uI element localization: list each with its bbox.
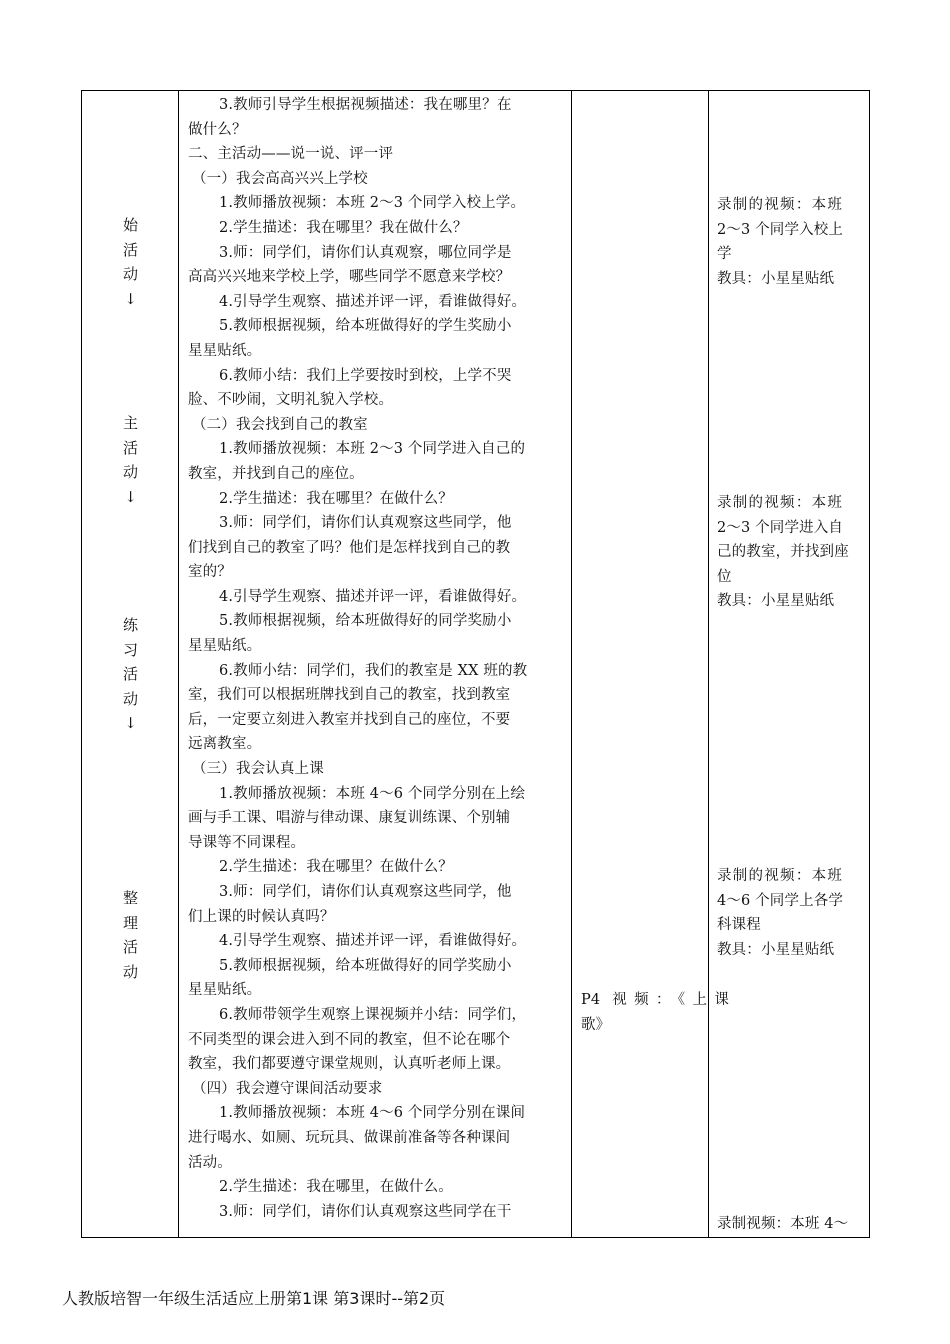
resource-note [717, 491, 849, 614]
content-lines [188, 93, 566, 1224]
content-line: 脸、不吵闹，文明礼貌入学校。 [188, 392, 394, 409]
stage-label-practice: 练 习 活 动 ↓ [122, 616, 138, 732]
content-line: 高高兴兴地来学校上学，哪些同学不愿意来学校？ [188, 269, 511, 286]
resource-column [709, 91, 869, 1237]
content-line: 2.学生描述：我在哪里？我在做什么？ [219, 219, 468, 236]
content-line: 二、主活动——说一说、评一评 [188, 146, 394, 163]
resource-line: 2～3 个同学入校上 [717, 221, 844, 238]
page-note [581, 988, 729, 1037]
content-line: 画与手工课、唱游与律动课、康复训练课、个别辅 [188, 810, 511, 827]
content-line: 4.引导学生观察、描述并评一评，看谁做得好。 [219, 293, 527, 310]
resource-line: 录制的视频：本班 [717, 868, 842, 884]
content-line: 1.教师播放视频：本班 4～6 个同学分别在课间 [219, 1105, 526, 1122]
content-line: 1.教师播放视频：本班 2～3 个同学入校上学。 [219, 195, 526, 212]
content-line: 1.教师播放视频：本班 4～6 个同学分别在上绘 [219, 785, 526, 802]
resource-line: 己的教室，并找到座 [717, 544, 849, 560]
page-note-column [572, 91, 729, 1237]
content-line: 4.引导学生观察、描述并评一评，看谁做得好。 [219, 933, 527, 950]
content-line: 4.引导学生观察、描述并评一评，看谁做得好。 [219, 588, 527, 605]
content-line: 5.教师根据视频，给本班做得好的同学奖励小 [219, 957, 512, 974]
resource-note [717, 1212, 849, 1237]
content-line: 星星贴纸。 [188, 982, 262, 999]
content-line: 不同类型的课会进入到不同的教室，但不论在哪个 [188, 1031, 511, 1048]
resource-line: 学 [717, 246, 732, 262]
content-line: 导课等不同课程。 [188, 834, 306, 851]
resource-note [717, 193, 842, 291]
resource-line: 教具：小星星贴纸 [717, 593, 835, 609]
content-line: 5.教师根据视频，给本班做得好的学生奖励小 [219, 318, 512, 335]
content-line: 星星贴纸。 [188, 638, 262, 655]
content-line: 2.学生描述：我在哪里？在做什么？ [219, 859, 453, 876]
content-line: （四）我会遵守课间活动要求 [192, 1080, 383, 1097]
resource-line: 录制的视频：本班 [717, 197, 842, 213]
stage-label-main: 主 活 动 ↓ [122, 414, 138, 506]
content-line: 5.教师根据视频，给本班做得好的同学奖励小 [219, 613, 512, 630]
stage-column [82, 91, 179, 1237]
resource-line: 教具：小星星贴纸 [717, 941, 835, 958]
content-line: 3.师：同学们，请你们认真观察这些同学，他 [219, 515, 512, 532]
content-line: （二）我会找到自己的教室 [192, 416, 368, 433]
page-note-line: P4 视频：《上课 [581, 992, 729, 1008]
content-line: 活动。 [188, 1154, 232, 1171]
content-line: 6.教师小结：同学们，我们的教室是 XX 班的教 [219, 662, 528, 679]
resource-line: 教具：小星星贴纸 [717, 270, 835, 287]
content-column [179, 91, 572, 1237]
content-line: 们找到自己的教室了吗？他们是怎样找到自己的教 [188, 539, 511, 556]
content-line: 远离教室。 [188, 736, 262, 753]
content-line: 教室，我们都要遵守课堂规则，认真听老师上课。 [188, 1056, 511, 1073]
content-line: 3.师：同学们，请你们认真观察这些同学，他 [219, 884, 512, 900]
content-line: 3.师：同学们，请你们认真观察，哪位同学是 [219, 244, 512, 261]
page-note-line: 歌》 [581, 1016, 611, 1033]
resource-note [717, 864, 842, 962]
resource-line: 录制的视频：本班 [717, 495, 842, 511]
resource-line: 科课程 [717, 917, 761, 933]
stage-label-start: 始 活 动 ↓ [122, 216, 138, 308]
resource-line: 位 [717, 568, 732, 585]
content-line: 们上课的时候认真吗？ [188, 908, 335, 925]
stage-label-wrapup: 整 理 活 动 [122, 889, 138, 981]
content-line: 2.学生描述：我在哪里，在做什么。 [219, 1179, 453, 1196]
content-line: 室的？ [188, 564, 232, 581]
content-line: 做什么？ [188, 121, 247, 138]
lesson-plan-table [81, 90, 870, 1238]
content-line: 3.教师引导学生根据视频描述：我在哪里？在 [219, 97, 512, 113]
page-footer: 人教版培智一年级生活适应上册第1课 第3课时--第2页 [62, 1289, 446, 1308]
content-line: 6.教师带领学生观察上课视频并小结：同学们， [219, 1006, 527, 1023]
resource-line: 录制视频：本班 4～ [717, 1216, 849, 1232]
resource-line: 4～6 个同学上各学 [717, 892, 844, 909]
content-line: 2.学生描述：我在哪里？在做什么？ [219, 490, 453, 507]
content-line: 教室，并找到自己的座位。 [188, 465, 364, 482]
content-line: 3.师：同学们，请你们认真观察这些同学在干 [219, 1203, 512, 1220]
content-line: 6.教师小结：我们上学要按时到校，上学不哭 [219, 367, 512, 384]
content-line: 后，一定要立刻进入教室并找到自己的座位，不要 [188, 711, 511, 728]
content-line: 1.教师播放视频：本班 2～3 个同学进入自己的 [219, 441, 526, 458]
content-line: 室，我们可以根据班牌找到自己的教室，找到教室 [188, 687, 511, 704]
content-line: （一）我会高高兴兴上学校 [192, 170, 368, 187]
resource-line: 2～3 个同学进入自 [717, 519, 844, 536]
content-line: 进行喝水、如厕、玩玩具、做课前准备等各种课间 [188, 1129, 511, 1146]
content-line: （三）我会认真上课 [192, 761, 324, 778]
content-line: 星星贴纸。 [188, 342, 262, 359]
